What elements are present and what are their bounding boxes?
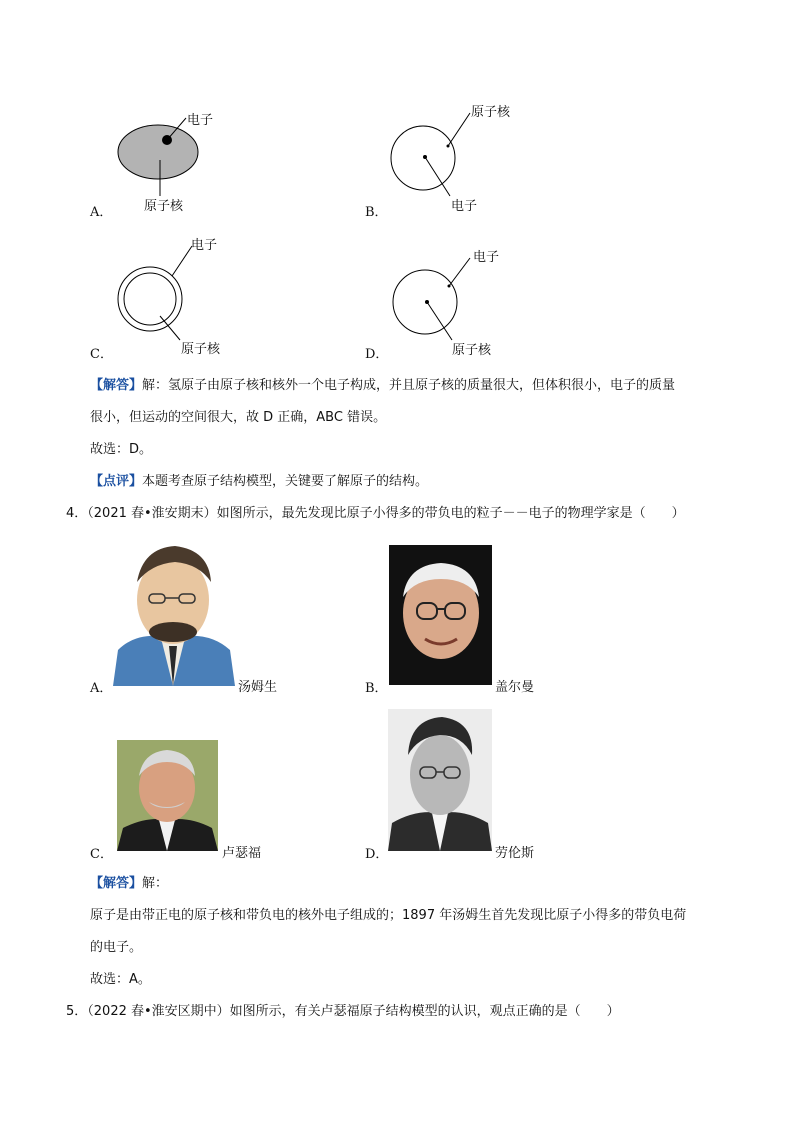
q4-answer-head: 【解答】解：	[90, 876, 169, 891]
q3-comment: 【点评】本题考查原子结构模型，关键要了解原子的结构。	[90, 474, 429, 489]
label-electron-b: 电子	[451, 199, 478, 214]
option-b-letter: B．	[365, 205, 388, 220]
q4-stem: 4．（2021 春•淮安期末）如图所示，最先发现比原子小得多的带负电的粒子－－电子的物理学家是（ ）	[66, 506, 685, 521]
answer-tag: 【解答】	[90, 876, 143, 891]
q3-choice: 故选：D。	[90, 442, 153, 457]
label-nucleus-b: 原子核	[471, 105, 511, 120]
q4-option-b-name: 盖尔曼	[495, 680, 535, 695]
q4-option-c-name: 卢瑟福	[222, 846, 262, 861]
q3-answer-line2: 很小，但运动的空间很大，故 D 正确，ABC 错误。	[90, 410, 387, 425]
portrait-a	[113, 538, 235, 686]
comment-tag: 【点评】	[90, 474, 143, 489]
answer-tag: 【解答】	[90, 378, 143, 393]
option-a-letter: A．	[90, 205, 113, 220]
q3-answer-line1: 【解答】解：氢原子由原子核和核外一个电子构成，并且原子核的质量很大，但体积很小，电子的质量	[90, 378, 676, 393]
portrait-d	[388, 709, 492, 851]
label-electron-c: 电子	[191, 238, 218, 253]
label-nucleus-a: 原子核	[144, 199, 184, 214]
portrait-c	[117, 740, 218, 851]
q5-stem: 5．（2022 春•淮安区期中）如图所示，有关卢瑟福原子结构模型的认识，观点正确的是（ ）	[66, 1004, 620, 1019]
q4-answer-line2: 的电子。	[90, 940, 143, 955]
label-nucleus-c: 原子核	[181, 342, 221, 357]
q4-option-c-letter: C．	[90, 847, 113, 862]
q4-option-d-name: 劳伦斯	[495, 846, 535, 861]
q4-answer-line1: 原子是由带正电的原子核和带负电的核外电子组成的；1897 年汤姆生首先发现比原子小得多的带负电荷	[90, 908, 687, 923]
option-d-letter: D．	[365, 347, 389, 362]
option-c-letter: C．	[90, 347, 113, 362]
q4-option-b-letter: B．	[365, 681, 388, 696]
label-nucleus-d: 原子核	[452, 343, 492, 358]
portrait-b	[389, 545, 492, 685]
q4-option-a-letter: A．	[90, 681, 113, 696]
q4-option-a-name: 汤姆生	[238, 680, 278, 695]
label-electron-a: 电子	[187, 113, 214, 128]
q4-choice: 故选：A。	[90, 972, 151, 987]
label-electron-d: 电子	[473, 250, 500, 265]
q4-option-d-letter: D．	[365, 847, 389, 862]
